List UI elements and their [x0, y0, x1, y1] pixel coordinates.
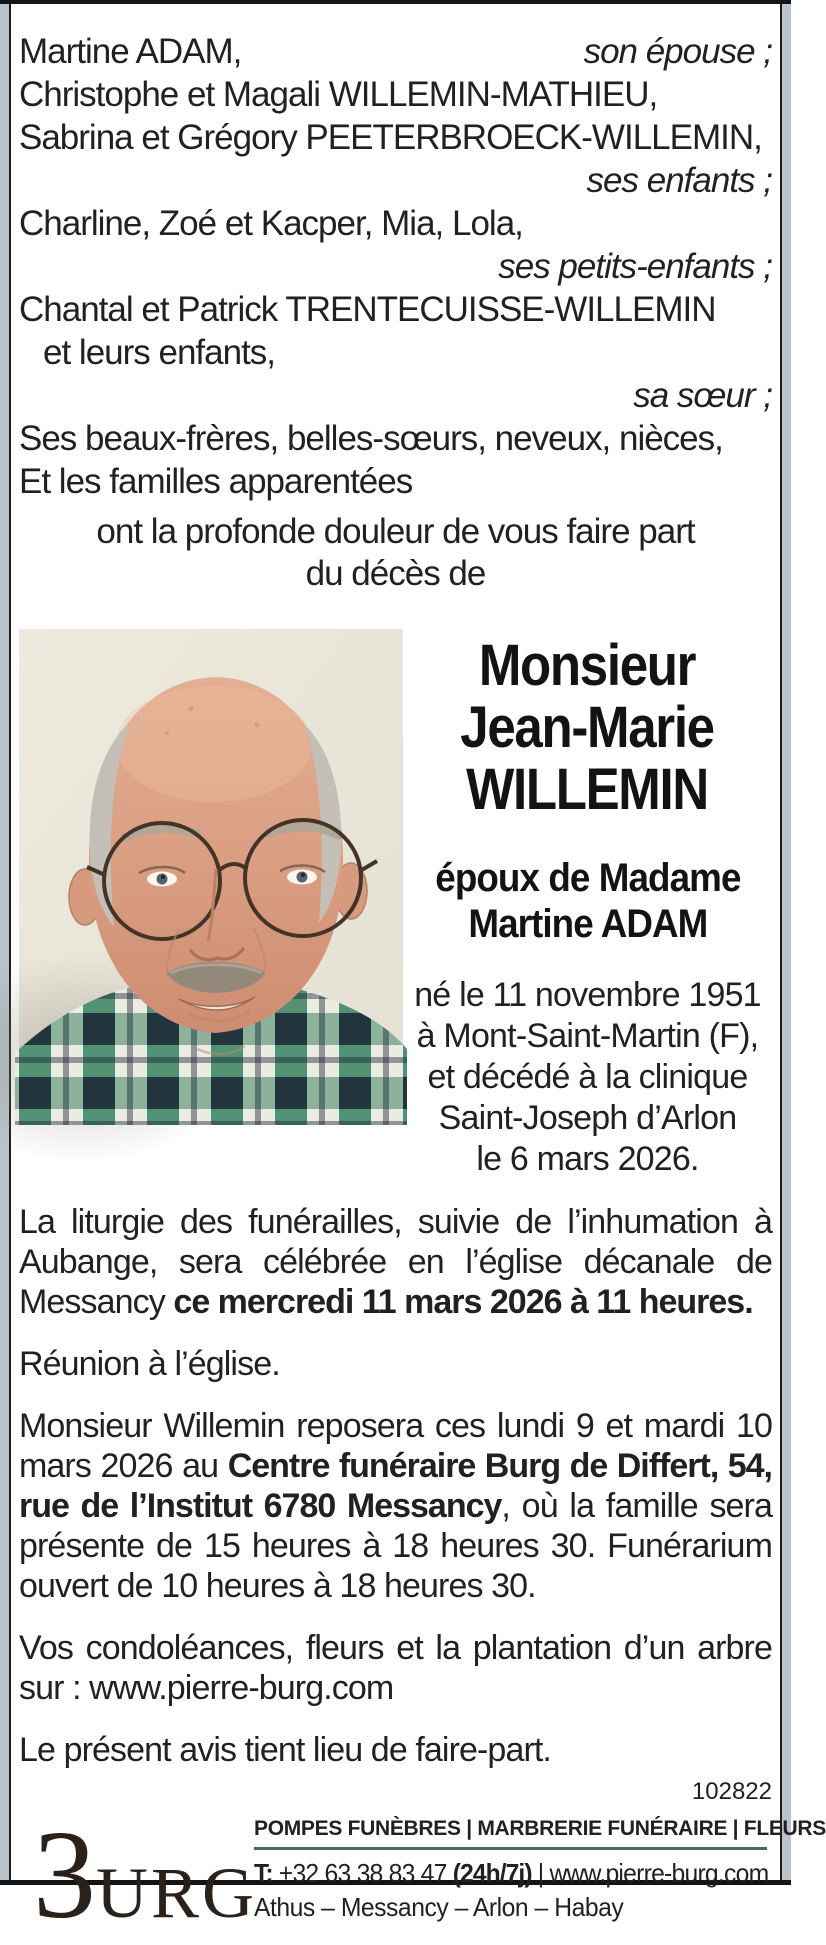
agency-info	[254, 1816, 826, 1929]
deceased-title: Monsieur	[479, 633, 696, 698]
intro-line: du décès de	[305, 554, 486, 593]
family-line	[19, 374, 772, 417]
life-line: le 6 mars 2026.	[476, 1140, 699, 1178]
funeral-paragraph: La liturgie des funérailles, suivie de l’inhumation à Aubange, sera célébrée en l’église décanale de Messancy ce mercredi 11 mars 2026 à 11 heures.	[19, 1203, 772, 1321]
birth-death-block	[414, 975, 761, 1180]
agency-contact: T: +32 63 38 83 47 (24h/7j) | www.pierre-burg.com	[254, 1858, 769, 1888]
notice-body	[19, 1202, 772, 1770]
burg-logo-text: URG	[96, 1852, 258, 1933]
family-line	[19, 30, 772, 73]
family-section	[19, 4, 772, 503]
family-names: Martine ADAM,	[19, 32, 242, 71]
family-line	[19, 202, 772, 245]
life-line: à Mont-Saint-Martin (F),	[416, 1017, 759, 1055]
burg-logo	[19, 1805, 258, 1945]
family-names: et leurs enfants,	[43, 333, 276, 372]
family-names: Charline, Zoé et Kacper, Mia, Lola,	[19, 204, 523, 243]
notice-card	[9, 4, 826, 1945]
agency-cities: Athus – Messancy – Arlon – Habay	[254, 1892, 624, 1922]
spouse-block	[435, 855, 740, 947]
family-line	[19, 288, 772, 331]
family-line	[19, 73, 772, 116]
family-names: Sabrina et Grégory PEETERBROECK-WILLEMIN,	[19, 118, 762, 157]
deceased-surname: WILLEMIN	[466, 757, 709, 822]
family-line	[19, 417, 772, 460]
family-names: Christophe et Magali WILLEMIN-MATHIEU,	[19, 75, 658, 114]
portrait-photo	[19, 629, 403, 1125]
agency-tagline: POMPES FUNÈBRES | MARBRERIE FUNÉRAIRE | FLEURS	[254, 1817, 826, 1840]
family-line	[19, 245, 772, 288]
relation-label: ses enfants ;	[586, 161, 772, 200]
family-line	[19, 460, 772, 503]
life-line: et décédé à la clinique	[427, 1058, 748, 1096]
repose-paragraph: Monsieur Willemin reposera ces lundi 9 et mardi 10 mars 2026 au Centre funéraire Burg de Differt, 54, rue de l’Institut 6780 Messancy, où la famille sera présente de 15 heures à 18 heures 30. Funérarium ouvert de 10 heures à 18 heures 30.	[19, 1407, 772, 1605]
family-line	[19, 116, 772, 159]
meeting-paragraph: Réunion à l’église.	[19, 1345, 280, 1383]
family-line	[19, 331, 772, 374]
closing-paragraph: Le présent avis tient lieu de faire-part.	[19, 1731, 551, 1769]
spouse-line: époux de Madame	[434, 856, 741, 900]
burg-logo-mark: 3	[33, 1805, 96, 1945]
deceased-given-names: Jean-Marie	[460, 695, 715, 760]
life-line: né le 11 novembre 1951	[414, 976, 761, 1014]
announcement-intro	[19, 511, 772, 595]
life-line: Saint-Joseph d’Arlon	[438, 1099, 737, 1137]
relation-label: sa sœur ;	[633, 376, 772, 415]
family-names: Ses beaux-frères, belles-sœurs, neveux, nièces,	[19, 419, 723, 458]
hero-section	[19, 629, 772, 1180]
condolences-paragraph: Vos condoléances, fleurs et la plantation d’un arbre sur : www.pierre-burg.com	[19, 1629, 772, 1707]
deceased-name-block	[461, 635, 714, 821]
relation-label: son épouse ;	[583, 32, 772, 71]
family-names: Chantal et Patrick TRENTECUISSE-WILLEMIN	[19, 290, 716, 329]
family-names: Et les familles apparentées	[19, 462, 413, 501]
spouse-line: Martine ADAM	[467, 902, 708, 946]
funeral-home-footer	[19, 1805, 826, 1945]
family-line	[19, 159, 772, 202]
intro-line: ont la profonde douleur de vous faire part	[96, 512, 695, 551]
relation-label: ses petits-enfants ;	[498, 247, 772, 286]
deceased-identity	[403, 629, 772, 1180]
reference-number: 102822	[691, 1778, 772, 1805]
divider-rule	[254, 1847, 767, 1850]
